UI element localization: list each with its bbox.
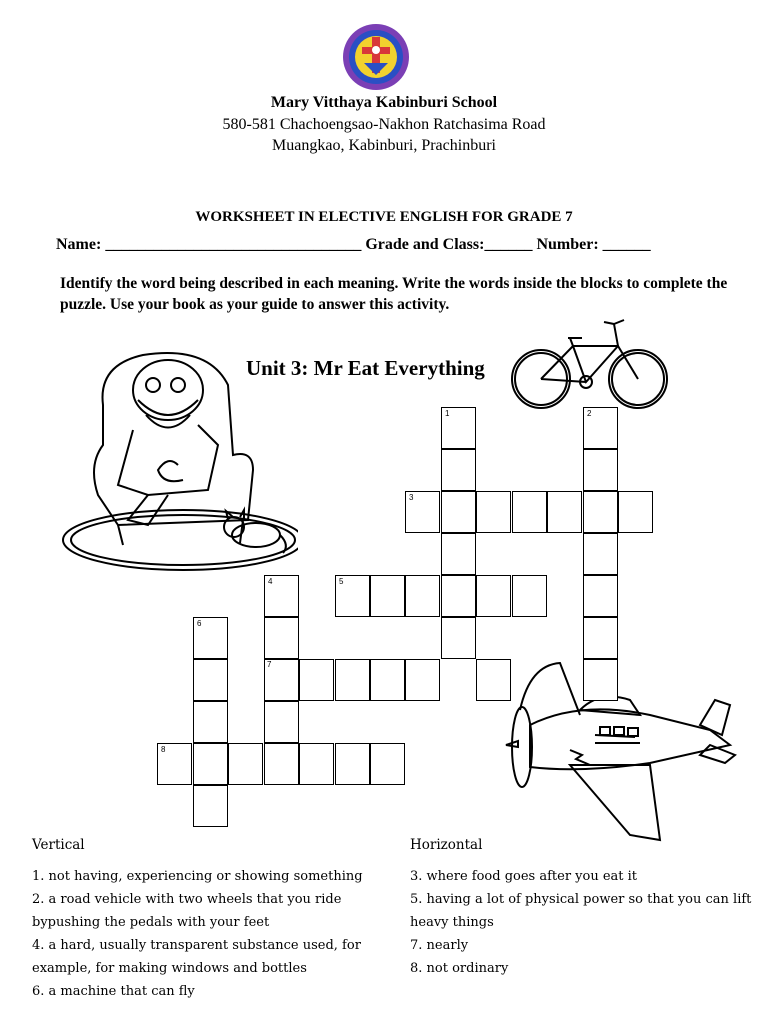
clue-number: 3	[409, 493, 414, 502]
clue-number: 2	[587, 409, 592, 418]
vertical-clue-2: 2. a road vehicle with two wheels that you ride	[32, 892, 342, 907]
vertical-clue-2-cont: bypushing the pedals with your feet	[32, 915, 270, 930]
crossword-cell[interactable]	[476, 491, 511, 533]
address-line-1: 580-581 Chachoengsao-Nakhon Ratchasima Road	[222, 116, 546, 133]
crossword-cell[interactable]	[264, 617, 299, 659]
crossword-cell[interactable]	[405, 491, 440, 533]
crossword-cell[interactable]	[157, 743, 192, 785]
crossword-cell[interactable]	[583, 533, 618, 575]
vertical-clue-6: 6. a machine that can fly	[32, 984, 195, 999]
crossword-cell[interactable]	[335, 575, 370, 617]
crossword-cell[interactable]	[405, 575, 440, 617]
crossword-cell[interactable]	[583, 575, 618, 617]
crossword-cell[interactable]	[583, 617, 618, 659]
crossword-cell[interactable]	[441, 533, 476, 575]
crossword-cell[interactable]	[547, 491, 582, 533]
horizontal-clue-8: 8. not ordinary	[410, 961, 509, 976]
crossword-cell[interactable]	[193, 701, 228, 743]
crossword-cell[interactable]	[335, 659, 370, 701]
horizontal-clues	[410, 834, 760, 980]
unit-title: Unit 3: Mr Eat Everything	[246, 356, 485, 380]
vertical-heading: Vertical	[32, 837, 85, 853]
crossword-cell[interactable]	[441, 575, 476, 617]
crossword-cell[interactable]	[476, 659, 511, 701]
crossword-cell[interactable]	[441, 449, 476, 491]
vertical-clues	[32, 834, 392, 1003]
crossword-cell[interactable]	[370, 743, 405, 785]
vertical-clue-4: 4. a hard, usually transparent substance used, for	[32, 938, 361, 953]
crossword-cell[interactable]	[264, 701, 299, 743]
crossword-cell[interactable]	[441, 491, 476, 533]
bicycle-illustration	[508, 316, 670, 414]
crossword-cell[interactable]	[583, 659, 618, 701]
crossword-cell[interactable]	[193, 743, 228, 785]
horizontal-heading: Horizontal	[410, 837, 483, 853]
school-name: Mary Vitthaya Kabinburi School	[270, 94, 498, 111]
address-line-2: Muangkao, Kabinburi, Prachinburi	[272, 137, 496, 154]
instructions: Identify the word being described in each meaning. Write the words inside the blocks to complete the puzzle. Use your book as your guide to answer this activity.	[60, 275, 728, 313]
crossword-cell[interactable]	[618, 491, 653, 533]
crossword-cell[interactable]	[583, 449, 618, 491]
crossword-cell[interactable]	[335, 743, 370, 785]
crossword-cell[interactable]	[583, 491, 618, 533]
school-logo	[342, 23, 410, 91]
clue-number: 1	[445, 409, 450, 418]
clue-number: 7	[267, 660, 272, 669]
clue-number: 6	[197, 619, 202, 628]
vertical-clue-4-cont: example, for making windows and bottles	[32, 961, 307, 976]
crossword-cell[interactable]	[193, 659, 228, 701]
crossword-cell[interactable]	[264, 659, 299, 701]
crossword-cell[interactable]	[264, 743, 299, 785]
crossword-cell[interactable]	[441, 617, 476, 659]
horizontal-clue-5-cont: heavy things	[410, 915, 494, 930]
crossword-cell[interactable]	[193, 617, 228, 659]
clue-number: 4	[268, 577, 273, 586]
crossword-cell[interactable]	[228, 743, 263, 785]
crossword-cell[interactable]	[264, 575, 299, 617]
airplane-illustration	[500, 655, 740, 845]
crossword-cell[interactable]	[299, 659, 334, 701]
grandpa-armchair-illustration	[58, 345, 298, 575]
name-grade-number-line: Name: ________________________________ Grade and Class:______ Number: ______	[56, 236, 651, 253]
crossword-cell[interactable]	[512, 491, 547, 533]
horizontal-clue-7: 7. nearly	[410, 938, 469, 953]
clue-number: 8	[161, 745, 166, 754]
crossword-cell[interactable]	[476, 575, 511, 617]
crossword-cell[interactable]	[405, 659, 440, 701]
worksheet-title: WORKSHEET IN ELECTIVE ENGLISH FOR GRADE 7	[195, 209, 573, 225]
vertical-clue-1: 1. not having, experiencing or showing something	[32, 869, 363, 884]
crossword-cell[interactable]	[512, 575, 547, 617]
clue-number: 5	[339, 577, 344, 586]
horizontal-clue-5: 5. having a lot of physical power so that you can lift	[410, 892, 752, 907]
crossword-cell[interactable]	[193, 785, 228, 827]
crossword-cell[interactable]	[583, 407, 618, 449]
crossword-cell[interactable]	[299, 743, 334, 785]
crossword-cell[interactable]	[370, 659, 405, 701]
crossword-cell[interactable]	[370, 575, 405, 617]
crossword-cell[interactable]	[441, 407, 476, 449]
horizontal-clue-3: 3. where food goes after you eat it	[410, 869, 638, 884]
